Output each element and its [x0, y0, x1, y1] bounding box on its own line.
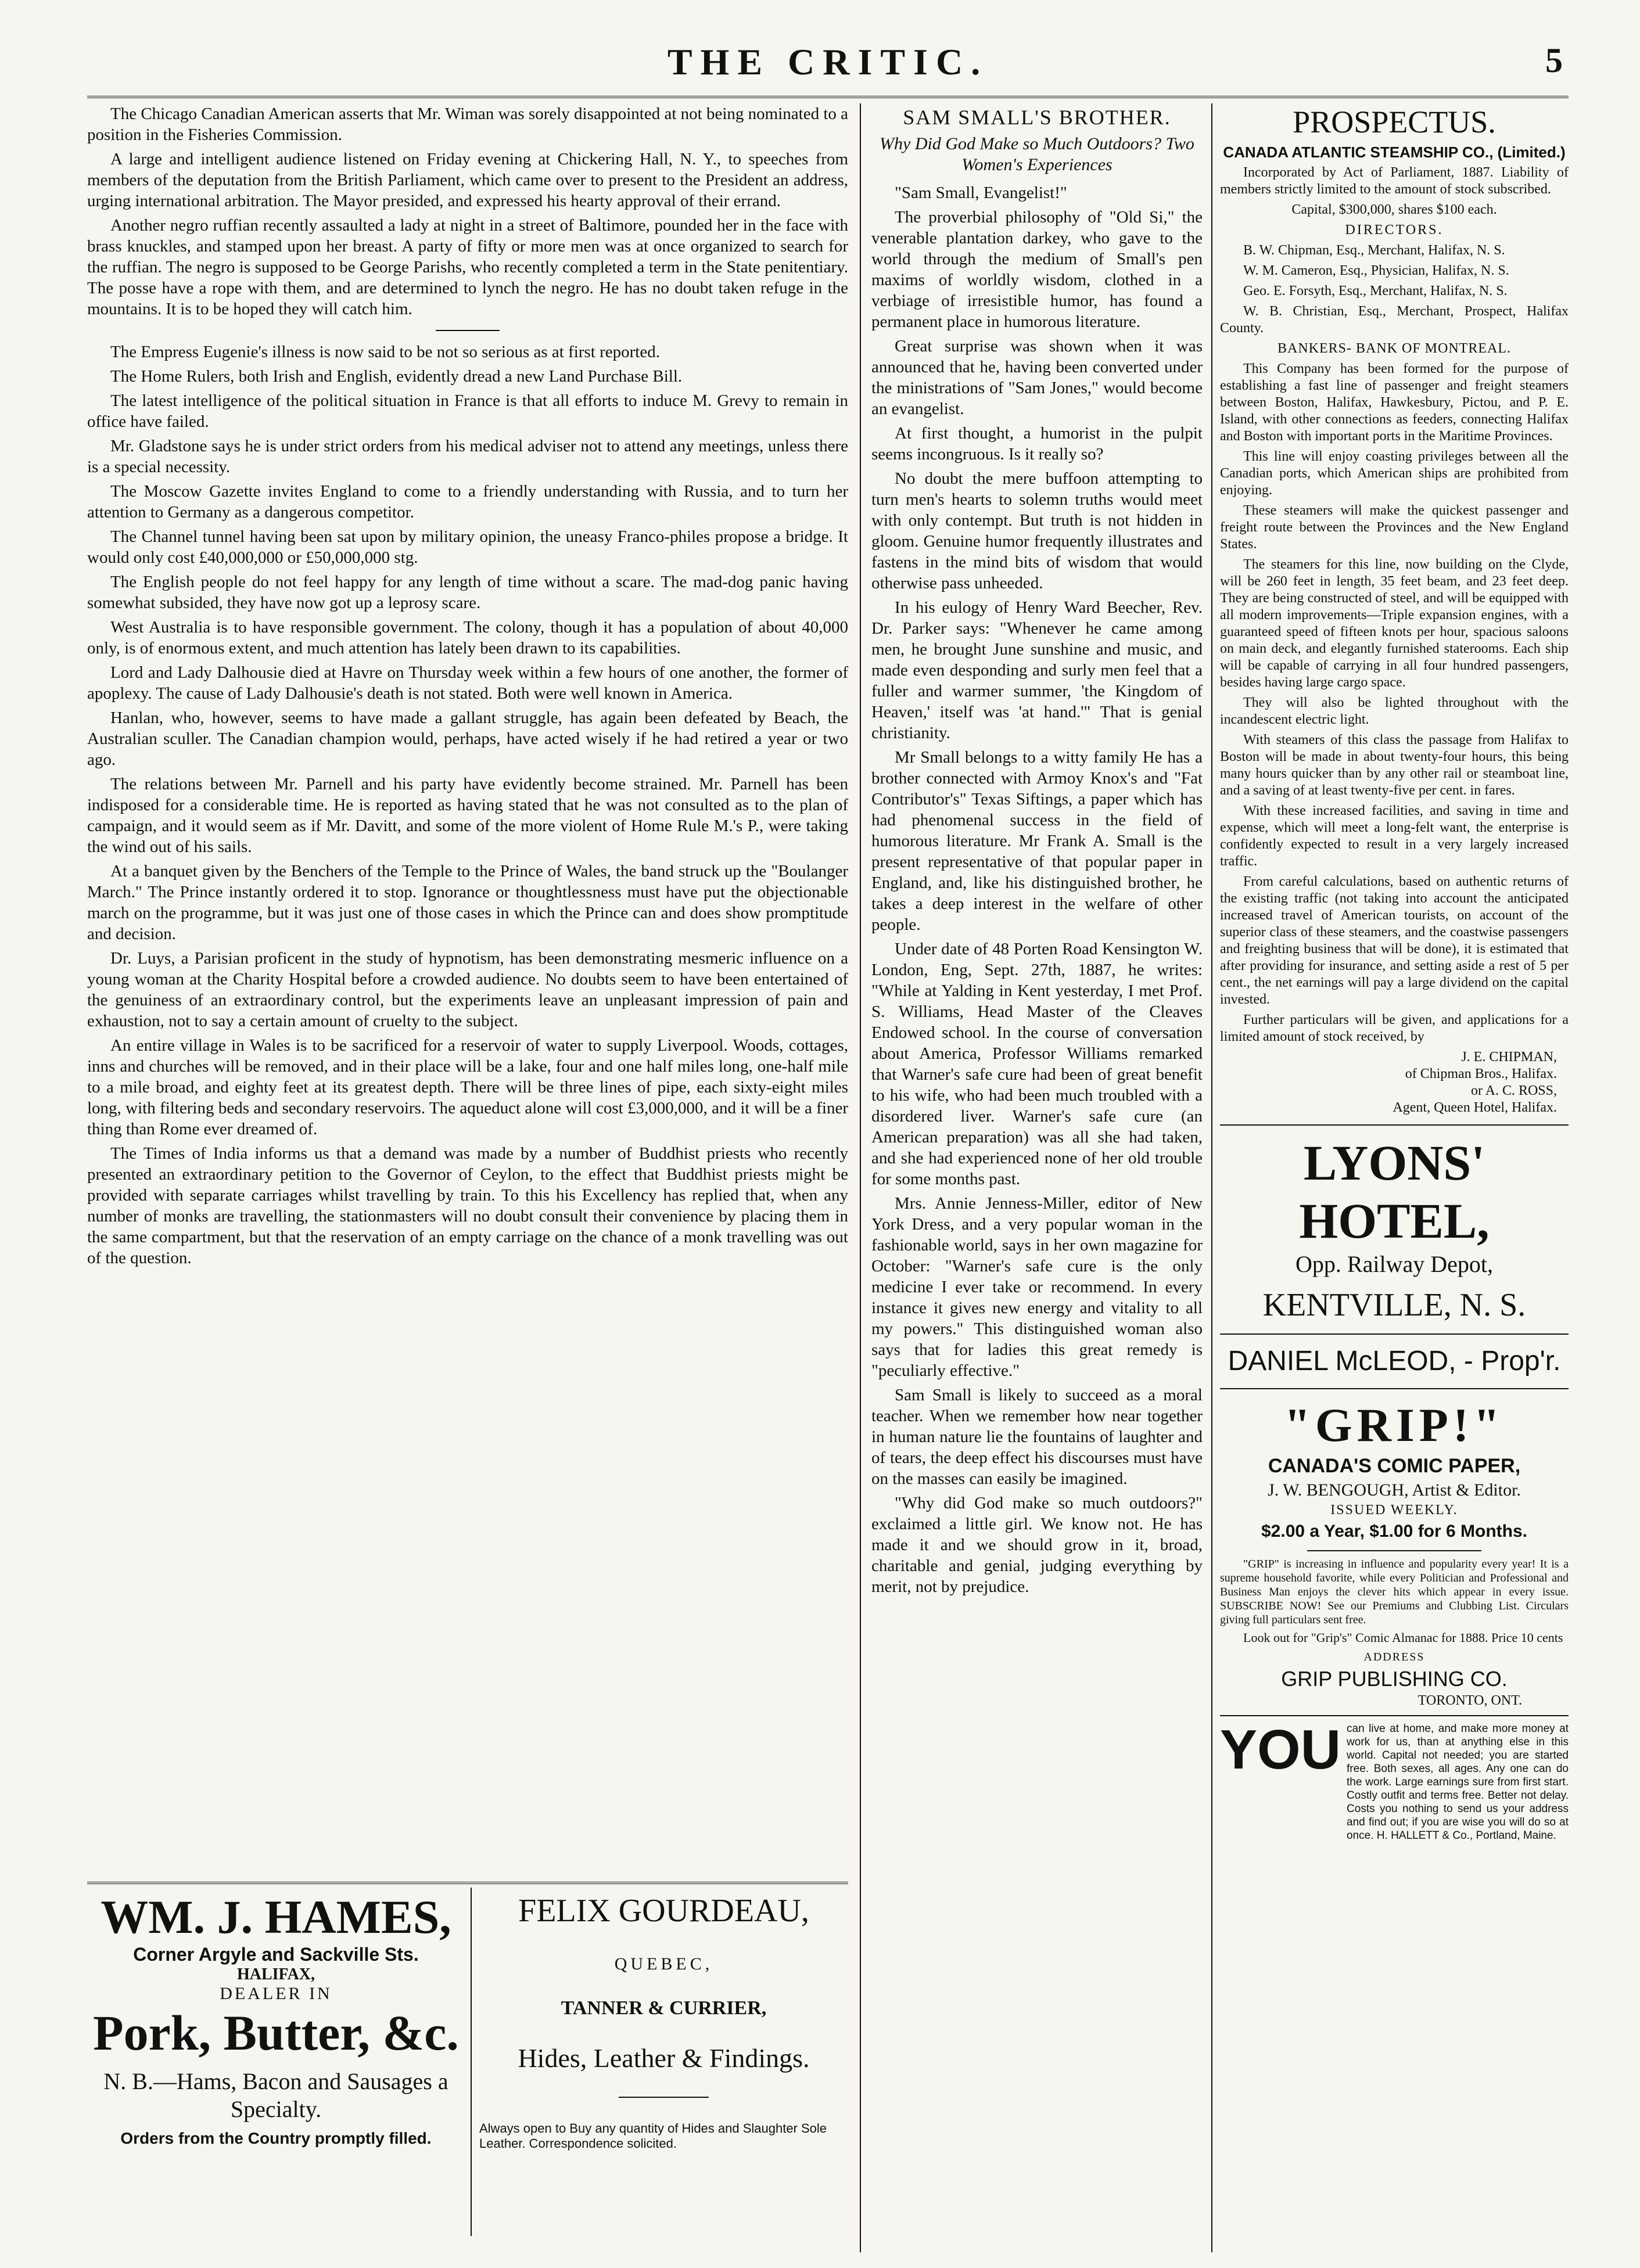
you-headline: YOU: [1220, 1719, 1341, 1781]
ad-separator: [1307, 1550, 1481, 1551]
agent-line: or A. C. ROSS,: [1470, 1083, 1557, 1098]
news-item: The latest intelligence of the political situation in France is that all efforts to induce M. Grevy to remain in office have failed.: [87, 391, 848, 431]
prospectus-heading: PROSPECTUS.: [1293, 105, 1496, 139]
hames-ad: [87, 1890, 465, 2148]
news-item: West Australia is to have responsible government. The colony, though it has a population of about 40,000 only, is of enormous extent, and much attention has lately been drawn to its capabilities.: [87, 618, 848, 657]
column-divider: [860, 103, 861, 2252]
director: Geo. E. Forsyth, Esq., Merchant, Halifax, N. S.: [1243, 283, 1508, 299]
article-paragraph: The proverbial philosophy of "Old Si," the venerable plantation darkey, who gave to the world through the medium of Small's pen maxims of worldly wisdom, clothed in a verbiage of irresistible humor, has found a permanent place in humorous literature.: [871, 208, 1203, 331]
news-item: The Empress Eugenie's illness is now said to be not so serious as at first reported.: [110, 343, 660, 361]
news-item: A large and intelligent audience listened on Friday evening at Chickering Hall, N. Y., to speeches from members of the deputation from the British Parliament, which came over to present to the President an address, urging international arbitration. The Mayor presided, and expressed his hearty approval of their errand.: [87, 150, 848, 210]
news-item: Dr. Luys, a Parisian proficent in the study of hypnotism, has been demonstrating mesmeric influence on a young woman at the Charity Hospital before a crowded audience. No doubts seem to have been entertained of the genuiness of an extraordinary control, but the experiments leave an unpleasant impression of pain and exhaustion, not to say a certain amount of cruelty to the subject.: [87, 949, 848, 1030]
news-item: At a banquet given by the Benchers of the Temple to the Prince of Wales, the band struck up the "Boulanger March." The Prince instantly ordered it to stop. Ignorance or thoughtlessness must have put the objectionable march on the programme, but it was just one of those cases in which the Prince can and does show promptitude and decision.: [87, 862, 848, 943]
news-item: Mr. Gladstone says he is under strict orders from his medical adviser not to attend any meetings, unless there is a special necessity.: [87, 437, 848, 476]
article-column: [871, 103, 1203, 1601]
prospectus-incorporated: Incorporated by Act of Parliament, 1887. Liability of members strictly limited to the amount of stock subscribed.: [1220, 165, 1569, 197]
article-paragraph: In his eulogy of Henry Ward Beecher, Rev. Dr. Parker says: "Whenever he came among men, he brought June sunshine and music, and made even desponding and surly men feel that a fuller and warmer summer, 'the Kingdom of Heaven,' itself was 'at hand.'" That is genial christianity.: [871, 598, 1203, 742]
ad-divider: [471, 1888, 472, 2236]
prospectus-paragraph: This line will enjoy coasting privileges between all the Canadian ports, which American ships are prohibited from enjoying.: [1220, 449, 1569, 498]
prospectus-paragraph: Further particulars will be given, and applications for a limited amount of stock received, by: [1220, 1012, 1569, 1044]
grip-name: "GRIP!": [1284, 1399, 1505, 1451]
agent-line: of Chipman Bros., Halifax.: [1405, 1066, 1557, 1081]
page-number: 5: [1545, 41, 1563, 80]
column-divider: [1211, 103, 1212, 2252]
grip-editor: J. W. BENGOUGH, Artist & Editor.: [1268, 1480, 1521, 1500]
hames-orders: Orders from the Country promptly filled.: [120, 2129, 432, 2147]
article-paragraph: "Why did God make so much outdoors?" exclaimed a little girl. We know not. He has made it and we should grow in it, broad, charitable and genial, judging everything by merit, not by prejudice.: [871, 1494, 1203, 1596]
grip-publisher: GRIP PUBLISHING CO.: [1281, 1667, 1508, 1691]
prospectus-paragraph: These steamers will make the quickest passenger and freight route between the Provinces and the New England States.: [1220, 503, 1569, 552]
top-rule: [87, 96, 1569, 98]
director: B. W. Chipman, Esq., Merchant, Halifax, N. S.: [1243, 243, 1505, 258]
you-ad: [1220, 1719, 1569, 1842]
ad-separator: [619, 2097, 709, 2098]
article-paragraph: Mrs. Annie Jenness-Miller, editor of New York Dress, and a very popular woman in the fashionable world, says in her own magazine for October: "Warner's safe cure is the only medicine I ever take or recommend. In every instance it gives new energy and vitality to all my powers." This distinguished woman also says that for ladies this great remedy is "peculiarly effective.": [871, 1194, 1203, 1380]
article-paragraph: No doubt the mere buffoon attempting to turn men's hearts to solemn truths would meet with only contempt. But truth is not hidden in gloom. Genuine humor frequently illustrates and fastens in the mind bits of wisdom that would otherwise pass unheeded.: [871, 469, 1203, 592]
article-paragraph: Mr Small belongs to a witty family He has a brother connected with Armoy Knox's and "Fat Contributor's" Texas Siftings, a paper which has had phenomenal success in the field of humorous literature. Mr Frank A. Small is the present representative of that popular paper in England, and, like his distinguished brother, he takes a deep interest in the welfare of other people.: [871, 748, 1203, 934]
newspaper-title: THE CRITIC.: [667, 41, 989, 82]
hames-address: Corner Argyle and Sackville Sts.: [133, 1944, 419, 1965]
prospectus-paragraph: From careful calculations, based on authentic returns of the existing traffic (not taking into account the anticipated increased travel of American tourists, on account of the superior class of these steamers, and the coastwise passengers and freighting business that will be done), it is estimated that after providing for insurance, and setting aside a rest of 5 per cent., the net earnings will pay a large dividend on the capital invested.: [1220, 874, 1569, 1007]
gourdeau-note: Always open to Buy any quantity of Hides and Slaughter Sole Leather. Correspondence solicited.: [479, 2121, 827, 2151]
article-subheading: Why Did God Make so Much Outdoors? Two Women's Experiences: [880, 134, 1194, 174]
news-item: The Home Rulers, both Irish and English, evidently dread a new Land Purchase Bill.: [110, 367, 683, 386]
hames-city: HALIFAX,: [236, 1965, 315, 1983]
ad-separator: [1220, 1124, 1569, 1126]
gourdeau-trade: TANNER & CURRIER,: [561, 1997, 767, 2019]
agent-line: J. E. CHIPMAN,: [1461, 1049, 1557, 1065]
grip-price: $2.00 a Year, $1.00 for 6 Months.: [1261, 1522, 1528, 1541]
lyons-location: Opp. Railway Depot,: [1296, 1251, 1493, 1277]
lyons-town: KENTVILLE, N. S.: [1262, 1287, 1526, 1323]
news-item: The English people do not feel happy for any length of time without a scare. The mad-dog panic having somewhat subsided, they have now got up a leprosy scare.: [87, 573, 848, 612]
article-paragraph: Sam Small is likely to succeed as a moral teacher. When we remember how near together in human nature lie the fountains of laughter and of tears, the deep effect his discourses must have on the masses can easily be imagined.: [871, 1386, 1203, 1488]
grip-tagline: CANADA'S COMIC PAPER,: [1268, 1455, 1521, 1477]
hames-specialty: N. B.—Hams, Bacon and Sausages a Specialty.: [103, 2068, 448, 2122]
gourdeau-ad: [479, 1890, 848, 2151]
hames-dealer: DEALER IN: [220, 1984, 332, 2003]
ad-separator: [1220, 1334, 1569, 1335]
lyons-proprietor: DANIEL McLEOD, - Prop'r.: [1228, 1346, 1561, 1376]
prospectus-paragraph: They will also be lighted throughout with the incandescent electric light.: [1220, 695, 1569, 727]
prospectus-company: CANADA ATLANTIC STEAMSHIP CO., (Limited.): [1223, 143, 1566, 161]
news-item: Lord and Lady Dalhousie died at Havre on Thursday week within a few hours of one another, the former of apoplexy. The cause of Lady Dalhousie's death is not stated. Both were well known in America.: [87, 663, 848, 703]
article-paragraph: At first thought, a humorist in the pulpit seems incongruous. Is it really so?: [871, 424, 1203, 463]
grip-address-label: ADDRESS: [1363, 1651, 1425, 1663]
ad-separator: [1220, 1715, 1569, 1716]
news-item: An entire village in Wales is to be sacrificed for a reservoir of water to supply Liverpool. Woods, cottages, inns and churches will be removed, and in their place will be a lake, four and one half miles long, one-half mile to a mile broad, and eighty feet at its greatest depth. There will be three lines of pipe, each sixty-eight miles long, with filtering beds and secondary reservoirs. The aqueduct alone will cost £3,000,000, and it will be a finer thing than Rome ever dreamed of.: [87, 1036, 848, 1138]
grip-blurb: "GRIP" is increasing in influence and popularity every year! It is a supreme household favorite, while every Politician and Professional and Business Man enjoys the clever hits which appear in every issue. SUBSCRIBE NOW! See our Premiums and Clubbing List. Circulars giving full particulars sent free.: [1220, 1558, 1569, 1626]
prospectus-agents: [1220, 1049, 1569, 1116]
news-item: The Moscow Gazette invites England to come to a friendly understanding with Russia, and to turn her attention to Germany as a dangerous competitor.: [87, 482, 848, 522]
agent-line: Agent, Queen Hotel, Halifax.: [1393, 1100, 1557, 1115]
news-column: [87, 103, 848, 1272]
you-text: can live at home, and make more money at work for us, than at anything else in this world. Capital not needed; you are started free. Both sexes, all ages. Any one can do the work. Large earnings sure from first start. Costly outfit and terms free. Better not delay. Costs you nothing to send us your address and find out; if you are wise you will do so at once. H. HALLETT & Co., Portland, Maine.: [1347, 1723, 1569, 1842]
ad-separator: [1220, 1388, 1569, 1389]
grip-almanac: Look out for "Grip's" Comic Almanac for 1888. Price 10 cents: [1243, 1630, 1563, 1645]
bankers: BANKERS- BANK OF MONTREAL.: [1277, 341, 1512, 356]
advertisement-column: [1220, 103, 1569, 1842]
news-item: The Times of India informs us that a demand was made by a number of Buddhist priests who recently presented an extraordinary petition to the Governor of Ceylon, to the effect that Buddhist priests might be provided with separate carriages whilst travelling by train. To this his Excellency has replied that, when any number of monks are travelling, the stationmasters will no doubt consult their convenience by placing them in the same compartment, but that the reservation of an empty carriage on the chance of a monk travelling was out of the question.: [87, 1144, 848, 1267]
news-item: Hanlan, who, however, seems to have made a gallant struggle, has again been defeated by Beach, the Australian sculler. The Canadian champion would, perhaps, have acted wisely if he had retired a year or two ago.: [87, 709, 848, 769]
news-item: The Chicago Canadian American asserts that Mr. Wiman was sorely disappointed at not being nominated to a position in the Fisheries Commission.: [87, 105, 848, 144]
grip-issued: ISSUED WEEKLY.: [1330, 1503, 1458, 1518]
news-item: The relations between Mr. Parnell and his party have evidently become strained. Mr. Parnell has been indisposed for a considerable time. He is reported as having stated that he was not consulted as to the plan of campaign, and it would seem as if Mr. Davitt, and some of the more violent of Home Rule M.'s P., were taking the wind out of his sails.: [87, 775, 848, 856]
gourdeau-name: FELIX GOURDEAU,: [518, 1893, 809, 1929]
section-separator: [436, 330, 500, 331]
director: W. B. Christian, Esq., Merchant, Prospect, Halifax County.: [1220, 304, 1569, 336]
prospectus-paragraph: With these increased facilities, and saving in time and expense, which will meet a long-felt want, the enterprise is confidently expected to result in a very largely increased traffic.: [1220, 803, 1569, 869]
news-item: Another negro ruffian recently assaulted a lady at night in a street of Baltimore, pounded her in the face with brass knuckles, and stamped upon her breast. A party of fifty or more men was at once organized to search for the ruffian. The negro is supposed to be George Parishs, who recently completed a term in the State penitentiary. The posse have a rope with them, and are determined to lynch the negro. He has no doubt taken refuge in the mountains. It is to be hoped they will catch him.: [87, 216, 848, 318]
prospectus-capital: Capital, $300,000, shares $100 each.: [1291, 202, 1497, 217]
hames-name: WM. J. HAMES,: [101, 1890, 451, 1943]
ad-rule: [87, 1882, 848, 1884]
director: W. M. Cameron, Esq., Physician, Halifax, N. S.: [1243, 263, 1509, 278]
article-paragraph: "Sam Small, Evangelist!": [895, 184, 1067, 202]
article-paragraph: Under date of 48 Porten Road Kensington W. London, Eng, Sept. 27th, 1887, he writes: "While at Yalding in Kent yesterday, I met Prof. S. Williams, Head Master of the Cleaves Endowed school. In the course of conversation about America, Professor Williams remarked that Warner's safe cure had been of great benefit to his wife, who had been much troubled with a disordered liver. Warner's safe cure (an American preparation) was all she had taken, and she had experienced none of her old trouble for some months past.: [871, 940, 1203, 1188]
lyons-hotel-name: LYONS' HOTEL,: [1299, 1135, 1490, 1249]
masthead: [87, 41, 1569, 93]
prospectus-paragraph: With steamers of this class the passage from Halifax to Boston will be made in about twenty-four hours, this being many hours quicker than by any other rail or steamboat line, and a saving of at least twenty-five per cent. in fares.: [1220, 732, 1569, 798]
article-heading: SAM SMALL'S BROTHER.: [903, 106, 1171, 129]
grip-city: TORONTO, ONT.: [1417, 1693, 1522, 1708]
prospectus-paragraph: The steamers for this line, now building on the Clyde, will be 260 feet in length, 35 feet beam, and 23 feet deep. They are being constructed of steel, and will be equipped with all modern improvements—Triple expansion engines, with a guaranteed speed of fifteen knots per hour, spacious saloons on main deck, and elegantly furnished staterooms. Each ship will be capable of carrying in all four hundred passengers, besides having large cargo space.: [1220, 557, 1569, 690]
prospectus-paragraph: This Company has been formed for the purpose of establishing a fast line of passenger and freight steamers between Boston, Halifax, Hawkesbury, Pictou, and P. E. Island, with other connections as feeders, connecting Halifax and Boston with important ports in the Maritime Provinces.: [1220, 361, 1569, 444]
news-item: The Channel tunnel having been sat upon by military opinion, the uneasy Franco-philes propose a bridge. It would only cost £40,000,000 or £50,000,000 stg.: [87, 527, 848, 567]
directors-heading: DIRECTORS.: [1345, 222, 1444, 238]
article-paragraph: Great surprise was shown when it was announced that he, having been converted under the ministrations of "Sam Jones," would become an evangelist.: [871, 337, 1203, 418]
gourdeau-city: QUEBEC,: [614, 1954, 713, 1974]
hames-goods: Pork, Butter, &c.: [93, 2005, 459, 2061]
gourdeau-goods: Hides, Leather & Findings.: [518, 2043, 810, 2073]
